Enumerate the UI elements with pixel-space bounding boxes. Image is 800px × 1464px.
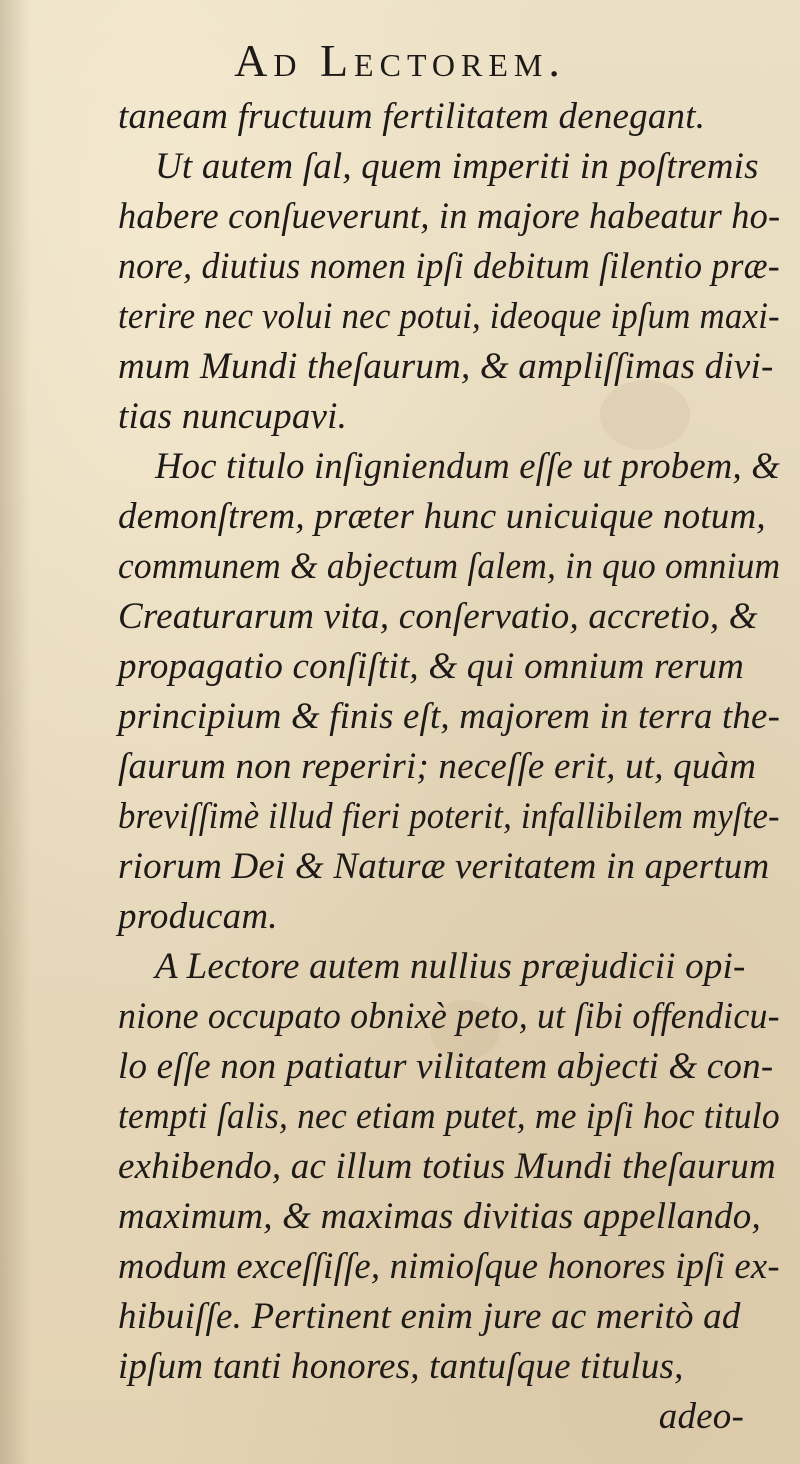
running-title: Ad Lectorem. — [234, 35, 566, 86]
catchword: adeo- — [658, 1396, 744, 1437]
text-line: nore, diutius nomen ipſi debitum ſilentio præ- — [118, 246, 780, 287]
text-line: exhibendo, ac illum totius Mundi theſaurum — [118, 1146, 776, 1187]
text-line: riorum Dei & Naturæ veritatem in apertum — [118, 846, 770, 887]
text-line: tempti ſalis, nec etiam putet, me ipſi hoc titulo — [118, 1096, 780, 1137]
text-line: A Lectore autem nullius præjudicii opi- — [155, 946, 746, 987]
text-line: terire nec volui nec potui, ideoque ipſum maxi- — [118, 296, 780, 337]
text-line: mum Mundi theſaurum, & ampliſſimas divi- — [118, 346, 774, 387]
text-line: habere conſueverunt, in majore habeatur ho- — [118, 196, 781, 237]
text-line: Hoc titulo inſigniendum eſſe ut probem, & — [155, 446, 780, 487]
text-line: breviſſimè illud fieri poterit, infallibilem myſte- — [118, 796, 780, 837]
text-line: ſaurum non reperiri; neceſſe erit, ut, quàm — [118, 746, 757, 787]
text-line: producam. — [118, 896, 278, 937]
text-line: ipſum tanti honores, tantuſque titulus, — [118, 1346, 684, 1387]
text-line: maximum, & maximas divitias appellando, — [118, 1196, 761, 1237]
text-line: communem & abjectum ſalem, in quo omnium — [118, 546, 781, 587]
text-line: modum exceſſiſſe, nimioſque honores ipſi ex- — [118, 1246, 780, 1287]
text-line: demonſtrem, præter hunc unicuique notum, — [118, 496, 766, 537]
text-line: lo eſſe non patiatur vilitatem abjecti & con- — [118, 1046, 774, 1087]
text-line: principium & finis eſt, majorem in terra the- — [118, 696, 781, 737]
text-line: Ut autem ſal, quem imperiti in poſtremis — [155, 146, 759, 187]
text-line: taneam fructuum fertilitatem denegant. — [118, 96, 706, 137]
text-line: hibuiſſe. Pertinent enim jure ac meritò ad — [118, 1296, 741, 1337]
text-line: tias nuncupavi. — [118, 396, 348, 437]
text-line: propagatio conſiſtit, & qui omnium rerum — [118, 646, 745, 687]
text-line: nione occupato obnixè peto, ut ſibi offendicu- — [118, 996, 780, 1037]
text-line: Creaturarum vita, conſervatio, accretio, & — [118, 596, 758, 637]
